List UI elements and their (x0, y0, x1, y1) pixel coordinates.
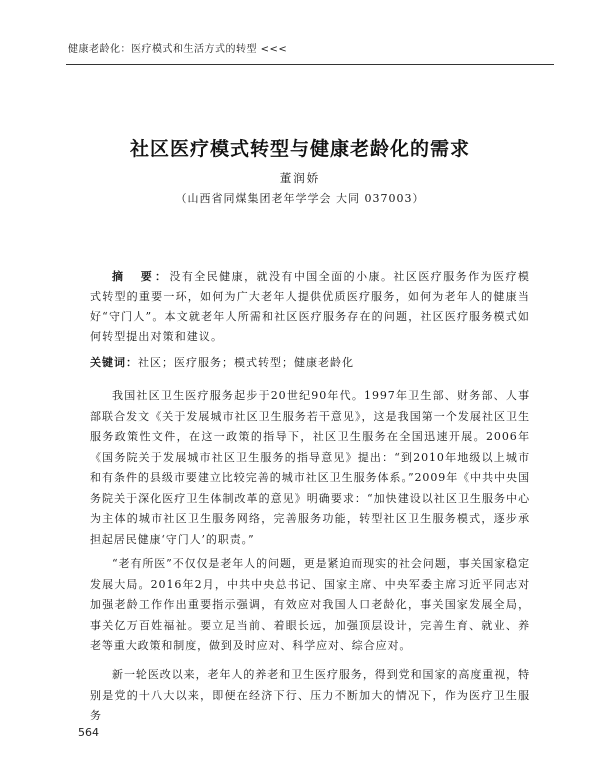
author-name: 董润娇 (279, 171, 321, 185)
body-paragraph: 新一轮医改以来，老年人的养老和卫生医疗服务，得到党和国家的高度重视，特别是党的十八大以来，即便在经济下行、压力不断加大的情况下，作为医疗卫生服务 (90, 668, 530, 722)
keywords (90, 353, 550, 373)
body-paragraph: 我国社区卫生医疗服务起步于20世纪90年代。1997年卫生部、财务部、人事部联合发文《关于发展城市社区卫生服务若干意见》，这是我国第一个发展社区卫生服务政策性文件，在这一政策的指导下，社区卫生服务在全国迅速开展。2006年《国务院关于发展城市社区卫生服务的指导意见》提出：“到2010年地级以上城市和有条件的县级市要建立比较完善的城市社区卫生服务体系。”2009年《中共中央国务院关于深化医疗卫生体制改革的意见》明确要求：“加快建设以社区卫生服务中心为主体的城市社区卫生服务网络，完善服务功能，转型社区卫生服务模式，逐步承担起居民健康‘守门人’的职责。” (90, 389, 530, 546)
abstract-text: 没有全民健康，就没有中国全面的小康。社区医疗服务作为医疗模式转型的重要一环，如何为广大老年人提供优质医疗服务，如何为老年人的健康当好“守门人”。本文就老年人所需和社区医疗服务存在的问题，社区医疗服务模式如何转型提出对策和建议。 (90, 270, 530, 343)
keywords-text: 社区；医疗服务；模式转型；健康老龄化 (138, 356, 354, 369)
author-affiliation: （山西省同煤集团老年学学会 大同 037003） (175, 192, 425, 205)
page-number: 564 (78, 726, 99, 739)
abstract-label: 摘 要： (112, 270, 170, 283)
running-head: 健康老龄化：医疗模式和生活方式的转型 <<< (68, 44, 288, 55)
header-rule (66, 64, 554, 65)
abstract (90, 267, 530, 347)
keywords-label: 关键词： (90, 356, 138, 369)
body-paragraph: “老有所医”不仅仅是老年人的问题，更是紧迫而现实的社会问题，事关国家稳定发展大局。2016年2月，中共中央总书记、国家主席、中央军委主席习近平同志对加强老龄工作作出重要指示强调，有效应对我国人口老龄化，事关国家发展全局，事关亿万百姓福祉。要立足当前、着眼长远，加强顶层设计，完善生育、就业、养老等重大政策和制度，做到及时应对、科学应对、综合应对。 (90, 557, 530, 652)
article-title: 社区医疗模式转型与健康老龄化的需求 (129, 138, 470, 160)
